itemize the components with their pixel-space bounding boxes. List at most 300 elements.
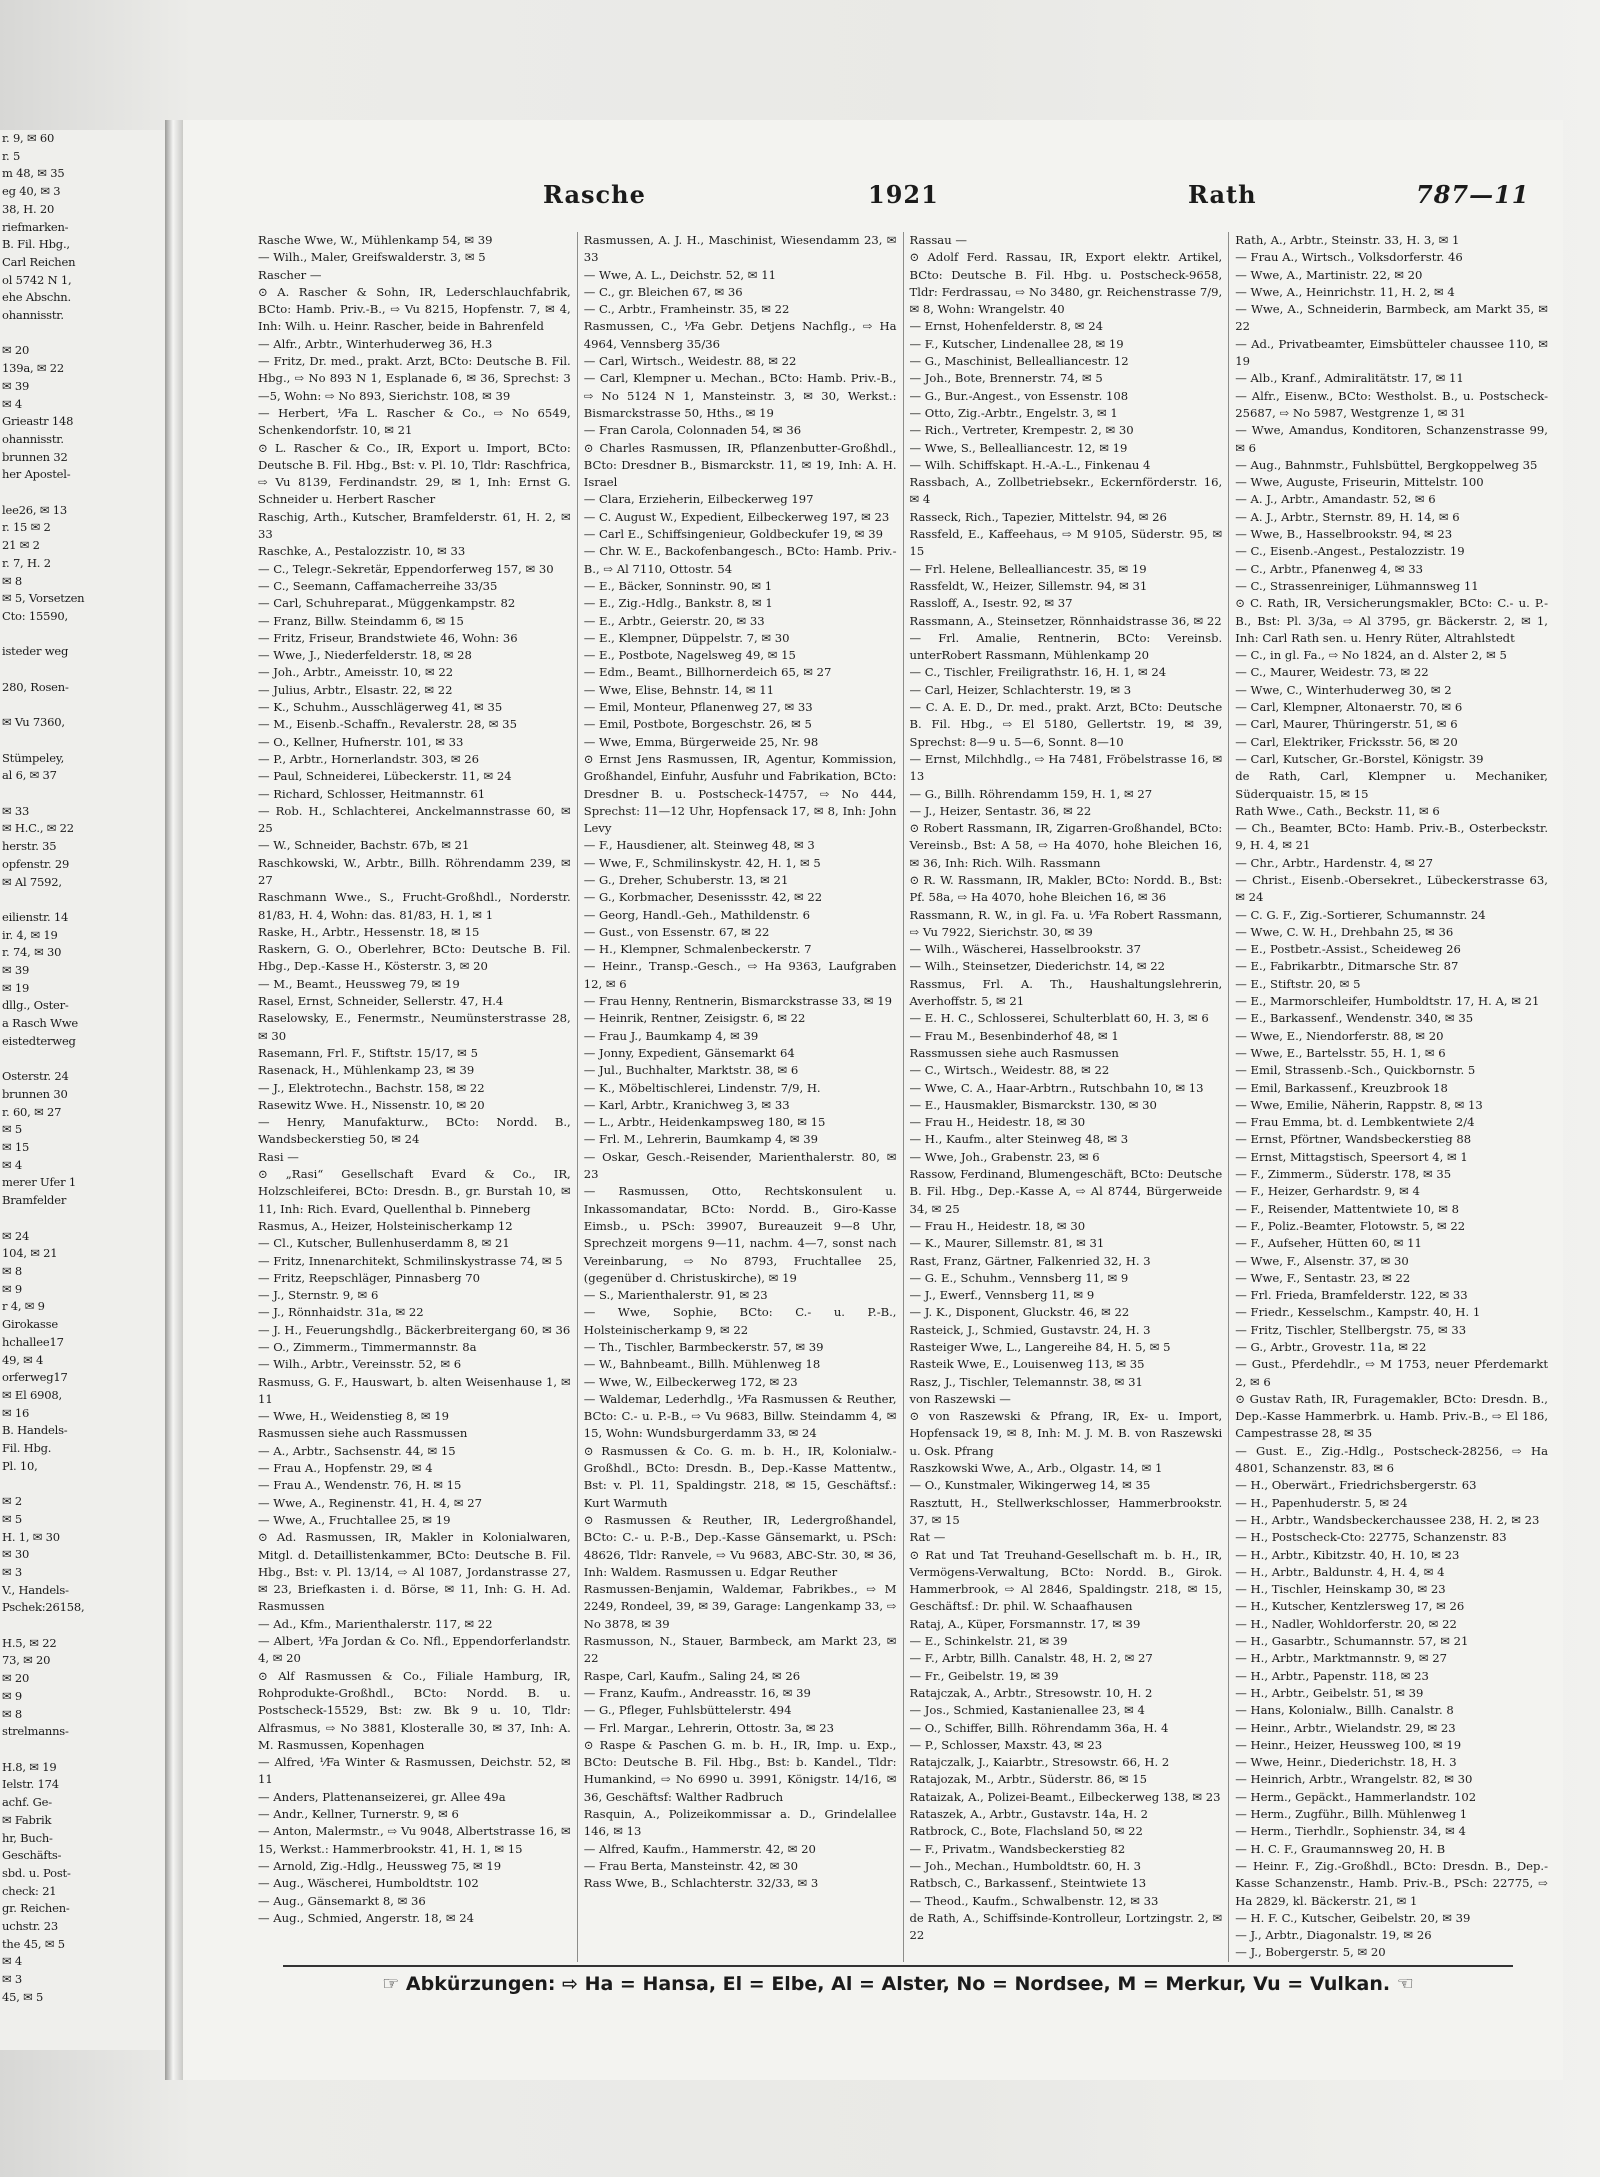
previous-page-line: Cto: 15590, (2, 608, 68, 623)
directory-entry: — Julius, Arbtr., Elsastr. 22, ✉ 22 (258, 682, 453, 697)
directory-entry: — Wwe, E., Bartelsstr. 55, H. 1, ✉ 6 (1235, 1045, 1446, 1060)
directory-entry: — Fritz, Tischler, Stellbergstr. 75, ✉ 33 (1235, 1322, 1467, 1337)
directory-entry: — Richard, Schlosser, Heitmannstr. 61 (258, 786, 486, 801)
directory-entry: Rasztutt, H., Stellwerkschlosser, Hammerbrookstr. 37, ✉ 15 (909, 1495, 1223, 1527)
previous-page-line: Fil. Hbg. (2, 1441, 52, 1456)
directory-entry: — G., Pfleger, Fuhlsbüttelerstr. 494 (583, 1703, 792, 1718)
directory-entry: — C., Wirtsch., Weidestr. 88, ✉ 22 (909, 1063, 1110, 1078)
directory-entry: de Rath, Carl, Klempner u. Mechaniker, Süderquaistr. 15, ✉ 15 (1235, 769, 1548, 801)
previous-page-line: ✉ H.C., ✉ 22 (2, 821, 74, 836)
directory-entry: — Emil, Strassenb.-Sch., Quickbornstr. 5 (1235, 1063, 1476, 1078)
directory-entry: ⊙ Rat und Tat Treuhand-Gesellschaft m. b. H., IR, Vermögens-Verwaltung, BCto: Nordd. B., Girok. Hammerbrook, ⇨ Al 2846, Spaldingstr. 218, ✉ 15, Geschäftsf.: Dr. phil. W. Schaafhausen (909, 1547, 1223, 1614)
directory-entry: — Wwe, Auguste, Friseurin, Mittelstr. 100 (1235, 475, 1484, 490)
abbreviations-footer: ☞ Abkürzungen: ⇨ Ha = Hansa, El = Elbe, Al = Alster, No = Nordsee, M = Merkur, Vu = Vulkan. ☜ (283, 1965, 1513, 1995)
previous-page-line (0, 325, 165, 343)
directory-entry: — Fritz, Innenarchitekt, Schmilinskystrasse 74, ✉ 5 (258, 1253, 563, 1268)
directory-entry: — Aug., Schmied, Angerstr. 18, ✉ 24 (258, 1910, 475, 1925)
directory-entry: ⊙ „Rasi“ Gesellschaft Evard & Co., IR, Holzschleiferei, BCto: Dresdn. B., gr. Burstah 10, ✉ 11, Inh: Rich. Evard, Quellenthal b. Pinneberg (258, 1167, 571, 1216)
directory-entry: Rasmuss, G. F., Hauswart, b. alten Weisenhause 1, ✉ 11 (258, 1374, 571, 1406)
directory-entry: — Herbert, ⅟Fa L. Rascher & Co., ⇨ No 6549, Schenkendorfstr. 10, ✉ 21 (258, 405, 571, 438)
directory-entry: Rass Wwe, B., Schlachterstr. 32/33, ✉ 3 (583, 1876, 819, 1891)
directory-entry: — Heinrich, Arbtr., Wrangelstr. 82, ✉ 30 (1235, 1772, 1473, 1787)
directory-entry: — Ernst, Hohenfelderstr. 8, ✉ 24 (909, 319, 1103, 334)
previous-page-line: ✉ 9 (2, 1688, 23, 1703)
directory-entry: ⊙ Raspe & Paschen G. m. b. H., IR, Imp. u. Exp., BCto: Deutsche B. Fil. Hbg., Bst: b. Kandel., Tldr: Humankind, ⇨ No 6990 u. 3991, Königstr. 14/16, ✉ 36, Geschäftsf: Walther Radbruch (583, 1737, 897, 1804)
previous-page-line: Pl. 10, (2, 1458, 38, 1473)
directory-entry: — Albert, ⅟Fa Jordan & Co. Nfl., Eppendorferlandstr. 4, ✉ 20 (258, 1634, 571, 1666)
directory-entry: — J., Rönnhaidstr. 31a, ✉ 22 (258, 1305, 424, 1320)
previous-page-line (0, 661, 165, 679)
previous-page-line: dllg., Oster- (2, 998, 69, 1013)
previous-page-line: ✉ 5 (2, 1511, 23, 1526)
previous-page-line: ✉ El 6908, (2, 1387, 62, 1402)
previous-page-line (0, 1051, 165, 1069)
directory-entry: — Frl. Helene, Bellealliancestr. 35, ✉ 19 (909, 561, 1147, 576)
directory-entry: — J., Elektrotechn., Bachstr. 158, ✉ 22 (258, 1080, 485, 1095)
previous-page-line: ✉ 39 (2, 378, 30, 393)
directory-entry: — Carl, Klempner u. Mechan., BCto: Hamb. Priv.-B., ⇨ No 5124 N 1, Mansteinstr. 3, ✉ 30, Werkst.: Bismarckstrasse 50, Hths., ✉ 19 (583, 371, 897, 420)
directory-entry: — Aug., Wäscherei, Humboldtstr. 102 (258, 1876, 479, 1891)
directory-entry: — Theod., Kaufm., Schwalbenstr. 12, ✉ 33 (909, 1893, 1159, 1908)
directory-entry: — Gust. E., Zig.-Hdlg., Postscheck-28256, ⇨ Ha 4801, Schanzenstr. 83, ✉ 6 (1235, 1443, 1548, 1476)
directory-entry: — Frau H., Heidestr. 18, ✉ 30 (909, 1218, 1086, 1233)
directory-entry: — Herm., Tierhdlr., Sophienstr. 34, ✉ 4 (1235, 1824, 1466, 1839)
directory-entry: — E., Fabrikarbtr., Ditmarsche Str. 87 (1235, 959, 1459, 974)
directory-entry: — Wwe, Joh., Grabenstr. 23, ✉ 6 (909, 1149, 1100, 1164)
directory-entry: — Wwe, B., Hasselbrookstr. 94, ✉ 23 (1235, 527, 1453, 542)
directory-entry: Rasewitz Wwe. H., Nissenstr. 10, ✉ 20 (258, 1097, 485, 1112)
directory-entry: — Alfred, Kaufm., Hammerstr. 42, ✉ 20 (583, 1841, 816, 1856)
directory-entry: — Edm., Beamt., Billhornerdeich 65, ✉ 27 (583, 665, 832, 680)
directory-entry: Rassfeld, E., Kaffeehaus, ⇨ M 9105, Süderstr. 95, ✉ 15 (909, 527, 1223, 559)
directory-entry: — F., Arbtr, Billh. Canalstr. 48, H. 2, ✉ 27 (909, 1651, 1153, 1666)
directory-entry: Rasmussen, A. J. H., Maschinist, Wiesendamm 23, ✉ 33 (583, 233, 897, 265)
directory-entry: — O., Schiffer, Billh. Röhrendamm 36a, H. 4 (909, 1720, 1169, 1735)
directory-entry: — C., Seemann, Caffamacherreihe 33/35 (258, 578, 498, 593)
directory-entry: Rasmussen siehe auch Rassmussen (258, 1426, 468, 1441)
directory-entry: — J. H., Feuerungshdlg., Bäckerbreitergang 60, ✉ 36 (258, 1322, 571, 1337)
directory-entry: — Fritz, Reepschläger, Pinnasberg 70 (258, 1270, 481, 1285)
header-right-keyword: Rath (1188, 180, 1257, 209)
previous-page-line: H. 1, ✉ 30 (2, 1529, 60, 1544)
previous-page-line: ✉ 8 (2, 1264, 23, 1278)
directory-entry: — F., Kutscher, Lindenallee 28, ✉ 19 (909, 336, 1124, 351)
directory-entry: — Frau H., Heidestr. 18, ✉ 30 (909, 1115, 1086, 1130)
directory-entry: — Ch., Beamter, BCto: Hamb. Priv.-B., Osterbeckstr. 9, H. 4, ✉ 21 (1235, 821, 1548, 853)
directory-entry: ⊙ Ad. Rasmussen, IR, Makler in Kolonialwaren, Mitgl. d. Detaillistenkammer, BCto: Deutsche B. Fil. Hbg., Bst: v. Pl. 13/14, ⇨ Al 1087, Jordanstrasse 27, ✉ 23, Briefkasten i. d. Börse, ✉ 11, Inh: G. H. Ad. Rasmussen (258, 1530, 571, 1614)
directory-entry: Rasteick, J., Schmied, Gustavstr. 24, H. 3 (909, 1322, 1151, 1337)
directory-entry: — Frau Henny, Rentnerin, Bismarckstrasse 33, ✉ 19 (583, 994, 893, 1009)
previous-page-line: ✉ 15 (2, 1140, 30, 1155)
directory-entry: — C., Tischler, Freiligrathstr. 16, H. 1, ✉ 24 (909, 665, 1167, 680)
directory-entry: ⊙ A. Rascher & Sohn, IR, Lederschlauchfabrik, BCto: Hamb. Priv.-B., ⇨ Vu 8215, Hopfenstr. 7, ✉ 4, Inh: Wilh. u. Heinr. Rascher, beide in Bahrenfeld (258, 284, 571, 334)
directory-entry: — Fr., Geibelstr. 19, ✉ 39 (909, 1668, 1059, 1683)
directory-entry: Rasmussen-Benjamin, Waldemar, Fabrikbes., ⇨ M 2249, Rondeel, 39, ✉ 39, Garage: Langenkamp 33, ⇨ No 3878, ✉ 39 (583, 1582, 897, 1631)
directory-entry: — Wwe, A., Reginenstr. 41, H. 4, ✉ 27 (258, 1495, 483, 1510)
directory-entry: — P., Schlosser, Maxstr. 43, ✉ 23 (909, 1737, 1103, 1752)
previous-page-line: ✉ Al 7592, (2, 874, 62, 889)
directory-entry: — H., Klempner, Schmalenbeckerstr. 7 (583, 942, 812, 957)
directory-entry: — H., Gasarbtr., Schumannstr. 57, ✉ 21 (1235, 1634, 1469, 1649)
directory-entry: — W., Schneider, Bachstr. 67b, ✉ 21 (258, 838, 470, 853)
directory-entry: — Wilh., Arbtr., Vereinsstr. 52, ✉ 6 (258, 1357, 462, 1372)
previous-page-line: 280, Rosen- (2, 679, 69, 694)
directory-entry: — Herm., Zugführ., Billh. Mühlenweg 1 (1235, 1807, 1468, 1822)
previous-page-line (0, 626, 165, 644)
directory-entry: — Joh., Arbtr., Ameisstr. 10, ✉ 22 (258, 665, 454, 680)
directory-entry: — Georg, Handl.-Geh., Mathildenstr. 6 (583, 907, 811, 922)
previous-page-line: ir. 4, ✉ 19 (2, 927, 58, 942)
directory-entry: Rataszek, A., Arbtr., Gustavstr. 14a, H. 2 (909, 1807, 1148, 1822)
directory-entry: — E., Postbetr.-Assist., Scheideweg 26 (1235, 942, 1461, 957)
previous-page-line: 45, ✉ 5 (2, 1989, 44, 2004)
directory-entry: Ratajozak, M., Arbtr., Süderstr. 86, ✉ 15 (909, 1772, 1147, 1787)
page-header (183, 180, 1563, 220)
directory-entry: — Wwe, S., Bellealliancestr. 12, ✉ 19 (909, 440, 1128, 455)
previous-page-line: ✉ 20 (2, 1671, 30, 1686)
previous-page-line: Stümpeley, (2, 750, 65, 765)
directory-entry: — C. G. F., Zig.-Sortierer, Schumannstr. 24 (1235, 907, 1486, 922)
previous-page-line: eistedterweg (2, 1033, 76, 1048)
previous-page-line (0, 732, 165, 750)
book-gutter (165, 120, 183, 2080)
previous-page-line: 104, ✉ 21 (2, 1246, 58, 1261)
directory-entry: ⊙ Alf Rasmussen & Co., Filiale Hamburg, IR, Rohprodukte-Großhdl., BCto: Nordd. B. u. Postscheck-15529, Bst: zw. Bk 9 u. 10, Tldr: Alfrasmus, ⇨ No 3881, Klosteralle 30, ✉ 37, Inh: A. M. Rasmussen, Kopenhagen (258, 1668, 571, 1752)
directory-entry: — Emil, Monteur, Pflanenweg 27, ✉ 33 (583, 700, 813, 715)
directory-entry: Ratajczalk, J., Kaiarbtr., Stresowstr. 66, H. 2 (909, 1755, 1170, 1770)
directory-entry: — H. C. F., Graumannsweg 20, H. B (1235, 1841, 1446, 1856)
directory-entry: — G., Billh. Röhrendamm 159, H. 1, ✉ 27 (909, 786, 1153, 801)
directory-entry: — G., Dreher, Schuberstr. 13, ✉ 21 (583, 872, 789, 887)
directory-entry: — J., Arbtr., Diagonalstr. 19, ✉ 26 (1235, 1928, 1432, 1943)
previous-page-line: ✉ 3 (2, 1564, 23, 1579)
directory-entry: — Henry, Manufakturw., BCto: Nordd. B., Wandsbeckerstieg 50, ✉ 24 (258, 1115, 571, 1147)
previous-page-line: orferweg17 (2, 1370, 68, 1385)
directory-entry: — Gust., Pferdehdlr., ⇨ M 1753, neuer Pferdemarkt 2, ✉ 6 (1235, 1357, 1548, 1389)
directory-entry: — Alfr., Arbtr., Winterhuderweg 36, H.3 (258, 336, 493, 351)
directory-entry: — Wwe, F., Schmilinskystr. 42, H. 1, ✉ 5 (583, 855, 821, 870)
previous-page-line: ol 5742 N 1, (2, 272, 72, 287)
previous-page-line: Ielstr. 174 (2, 1777, 59, 1792)
directory-entry: — Carl, Schuhreparat., Müggenkampstr. 82 (258, 596, 516, 611)
previous-page-line: B. Fil. Hbg., (2, 237, 70, 252)
directory-entry: — Jul., Buchhalter, Marktstr. 38, ✉ 6 (583, 1063, 799, 1078)
previous-page-line: al 6, ✉ 37 (2, 768, 57, 783)
directory-entry: — Ad., Privatbeamter, Eimsbütteler chaussee 110, ✉ 19 (1235, 336, 1548, 369)
directory-entry: — A. J., Arbtr., Amandastr. 52, ✉ 6 (1235, 492, 1436, 507)
directory-entry: — E., Schinkelstr. 21, ✉ 39 (909, 1634, 1068, 1649)
directory-entry: — Hans, Kolonialw., Billh. Canalstr. 8 (1235, 1703, 1454, 1718)
previous-page-line: m 48, ✉ 35 (2, 166, 65, 181)
directory-entry: — L., Arbtr., Heidenkampsweg 180, ✉ 15 (583, 1115, 826, 1130)
directory-entry: Ratbsch, C., Barkassenf., Steintwiete 13 (909, 1876, 1147, 1891)
directory-entry: — F., Zimmerm., Süderstr. 178, ✉ 35 (1235, 1167, 1452, 1182)
directory-entry: Rasel, Ernst, Schneider, Sellerstr. 47, H.4 (258, 994, 504, 1009)
directory-entry: — F., Aufseher, Hütten 60, ✉ 11 (1235, 1236, 1422, 1251)
directory-entry: Rassmann, A., Steinsetzer, Rönnhaidstrasse 36, ✉ 22 (909, 613, 1222, 628)
directory-entry: ⊙ Adolf Ferd. Rassau, IR, Export elektr. Artikel, BCto: Deutsche B. Fil. Hbg. u. Postscheck-9658, Tldr: Ferdrassau, ⇨ No 3480, gr. Reichenstrasse 7/9, ✉ 8, Wohn: Wrangelstr. 40 (909, 250, 1223, 317)
previous-page-line: 139a, ✉ 22 (2, 361, 65, 376)
previous-page-line: Grieastr 148 (2, 414, 74, 429)
directory-entry: — Herm., Gepäckt., Hammerlandstr. 102 (1235, 1789, 1477, 1804)
directory-entry: — Alfr., Eisenw., BCto: Westholst. B., u. Postscheck-25687, ⇨ No 5987, Westgrenze 1, ✉ 31 (1235, 388, 1548, 420)
previous-page-line: r. 74, ✉ 30 (2, 945, 62, 960)
directory-entry: ⊙ C. Rath, IR, Versicherungsmakler, BCto: C.- u. P.-B., Bst: Pl. 3/3a, ⇨ Al 3795, gr. Bäckerstr. 2, ✉ 1, Inh: Carl Rath sen. u. Henry Rüter, Altrahlstedt (1235, 596, 1548, 645)
directory-entry: — K., Möbeltischlerei, Lindenstr. 7/9, H. (583, 1080, 821, 1095)
directory-entry: — Otto, Zig.-Arbtr., Engelstr. 3, ✉ 1 (909, 405, 1118, 420)
directory-entry: — F., Reisender, Mattentwiete 10, ✉ 8 (1235, 1201, 1460, 1216)
previous-page-line: riefmarken- (2, 219, 69, 234)
directory-entry: — J., Heizer, Sentastr. 36, ✉ 22 (909, 803, 1092, 818)
directory-entry: — Wwe, E., Niendorferstr. 88, ✉ 20 (1235, 1028, 1444, 1043)
directory-entry: — Wwe, Amandus, Konditoren, Schanzenstrasse 99, ✉ 6 (1235, 423, 1548, 455)
directory-entry: — Heinr. F., Zig.-Großhdl., BCto: Dresdn. B., Dep.-Kasse Schanzenstr., Hamb. Priv.-B., PSch: 22775, ⇨ Ha 2829, kl. Bäckerstr. 21, ✉ 1 (1235, 1858, 1548, 1908)
directory-entry: — H., Arbtr., Geibelstr. 51, ✉ 39 (1235, 1685, 1424, 1700)
directory-entry: — Ernst, Pförtner, Wandsbeckerstieg 88 (1235, 1132, 1472, 1147)
previous-page-line: the 45, ✉ 5 (2, 1936, 65, 1951)
directory-entry: ⊙ Rasmussen & Reuther, IR, Ledergroßhandel, BCto: C.- u. P.-B., Dep.-Kasse Gänsemarkt, u. PSch: 48626, Tldr: Ranvele, ⇨ Vu 9683, ABC-Str. 30, ✉ 36, Inh: Waldem. Rasmussen u. Edgar Reuther (583, 1512, 897, 1579)
directory-entry: — H., Papenhuderstr. 5, ✉ 24 (1235, 1495, 1408, 1510)
previous-page-line: B. Handels- (2, 1423, 68, 1438)
directory-entry: — F., Poliz.-Beamter, Flotowstr. 5, ✉ 22 (1235, 1218, 1466, 1233)
directory-entry: — H., Arbtr., Baldunstr. 4, H. 4, ✉ 4 (1235, 1564, 1445, 1579)
directory-entry: — J., Ewerf., Vennsberg 11, ✉ 9 (909, 1288, 1095, 1303)
previous-page-line: r. 15 ✉ 2 (2, 520, 51, 535)
directory-entry: Rassloff, A., Isestr. 92, ✉ 37 (909, 596, 1073, 611)
directory-entry: — H., Arbtr., Wandsbeckerchaussee 238, H. 2, ✉ 23 (1235, 1512, 1540, 1527)
directory-entry: — Wwe, C., Winterhuderweg 30, ✉ 2 (1235, 682, 1452, 697)
directory-entry: — Anton, Malermstr., ⇨ Vu 9048, Albertstrasse 16, ✉ 15, Werkst.: Hammerbrookstr. 41, H. 1, ✉ 15 (258, 1824, 571, 1856)
directory-entry: — Heinrik, Rentner, Zeisigstr. 6, ✉ 22 (583, 1011, 806, 1026)
directory-entry: — Frl. Frieda, Bramfelderstr. 122, ✉ 33 (1235, 1288, 1468, 1303)
directory-entry: — Frau Emma, bt. d. Lembkentwiete 2/4 (1235, 1115, 1475, 1130)
directory-entry: — Jos., Schmied, Kastanienallee 23, ✉ 4 (909, 1703, 1145, 1718)
directory-entry: — Wwe, A., Fruchtallee 25, ✉ 19 (258, 1512, 451, 1527)
directory-entry: Rassmann, R. W., in gl. Fa. u. ⅟Fa Robert Rassmann, ⇨ Vu 7922, Sierichstr. 30, ✉ 39 (909, 907, 1223, 939)
previous-page-line: ✉ 24 (2, 1228, 30, 1243)
directory-entry: — Anders, Plattenanseizerei, gr. Allee 49a (258, 1789, 506, 1804)
directory-column-2 (577, 232, 897, 1962)
previous-page-line: H.5, ✉ 22 (2, 1635, 57, 1650)
directory-entry: Rasseck, Rich., Tapezier, Mittelstr. 94, ✉ 26 (909, 509, 1167, 524)
directory-entry: Rassow, Ferdinand, Blumengeschäft, BCto: Deutsche B. Fil. Hbg., Dep.-Kasse A, ⇨ Al 8744, Bürgerweide 34, ✉ 25 (909, 1167, 1223, 1216)
previous-page-line: ✉ 2 (2, 1494, 23, 1509)
directory-entry: — F., Privatm., Wandsbeckerstieg 82 (909, 1841, 1126, 1856)
directory-entry: — C. A. E. D., Dr. med., prakt. Arzt, BCto: Deutsche B. Fil. Hbg., ⇨ El 5180, Gellertstr. 19, ✉ 39, Sprechst: 8—9 u. 5—6, Sonnt. 8—10 (909, 700, 1223, 749)
directory-entry: Rasenack, H., Mühlenkamp 23, ✉ 39 (258, 1063, 475, 1078)
previous-page-line: brunnen 32 (2, 449, 68, 464)
directory-entry: — Joh., Mechan., Humboldtstr. 60, H. 3 (909, 1858, 1142, 1873)
directory-entry: Raschig, Arth., Kutscher, Bramfelderstr. 61, H. 2, ✉ 33 (258, 509, 571, 542)
previous-page-line: a Rasch Wwe (2, 1016, 78, 1031)
previous-page-line: ✉ 4 (2, 1157, 23, 1172)
directory-entry: Rasche Wwe, W., Mühlenkamp 54, ✉ 39 (258, 233, 493, 247)
directory-entry: — Wilh. Schiffskapt. H.-A.-L., Finkenau 4 (909, 457, 1151, 472)
directory-entry: — A. J., Arbtr., Sternstr. 89, H. 14, ✉ 6 (1235, 509, 1460, 524)
directory-entry: — Paul, Schneiderei, Lübeckerstr. 11, ✉ 24 (258, 769, 512, 784)
directory-entry: Rataizak, A., Polizei-Beamt., Eilbeckerweg 138, ✉ 23 (909, 1789, 1221, 1804)
directory-entry: — E., Bäcker, Sonninstr. 90, ✉ 1 (583, 578, 773, 593)
directory-entry: — Frl. Margar., Lehrerin, Ottostr. 3a, ✉ 23 (583, 1720, 835, 1735)
previous-page-line (0, 697, 165, 715)
previous-page-line (0, 1475, 165, 1493)
previous-page-line: ✉ 20 (2, 343, 30, 358)
directory-entry: — Friedr., Kesselschm., Kampstr. 40, H. 1 (1235, 1305, 1481, 1320)
directory-entry: ⊙ R. W. Rassmann, IR, Makler, BCto: Nordd. B., Bst: Pf. 58a, ⇨ Ha 4070, hohe Bleichen 16, ✉ 36 (909, 872, 1223, 905)
directory-entry: — H., Oberwärt., Friedrichsbergerstr. 63 (1235, 1478, 1477, 1493)
directory-entry: — Frau A., Wirtsch., Volksdorferstr. 46 (1235, 250, 1463, 265)
directory-entry: — E., Zig.-Hdlg., Bankstr. 8, ✉ 1 (583, 596, 773, 611)
directory-entry: — Wwe, C. A., Haar-Arbtrn., Rutschbahn 10, ✉ 13 (909, 1080, 1204, 1095)
directory-entry: ⊙ Gustav Rath, IR, Furagemakler, BCto: Dresdn. B., Dep.-Kasse Hammerbrk. u. Hamb. Priv.-B., ⇨ El 186, Campestrasse 28, ✉ 35 (1235, 1391, 1548, 1441)
directory-entry: — F., Hausdiener, alt. Steinweg 48, ✉ 3 (583, 838, 815, 853)
previous-page-line: 49, ✉ 4 (2, 1352, 44, 1367)
directory-entry: — Wwe, Emma, Bürgerweide 25, Nr. 98 (583, 734, 819, 749)
previous-page-line: isteder weg (2, 644, 69, 659)
directory-entry: — G., Maschinist, Bellealliancestr. 12 (909, 354, 1129, 369)
directory-entry: — Rasmussen, Otto, Rechtskonsulent u. Inkassomandatar, BCto: Nordd. B., Giro-Kasse Eimsb., u. PSch: 39907, Bureauzeit 9—8 Uhr, Sprechzeit morgens 9—11, nachm. 4—7, sonst nach Vereinbarung, ⇨ No 8793, Fruchtallee 25, (gegenüber d. Christuskirche), ✉ 19 (583, 1184, 897, 1285)
directory-entry: Raschkowski, W., Arbtr., Billh. Röhrendamm 239, ✉ 27 (258, 855, 571, 887)
directory-entry: — Wwe, F., Sentastr. 23, ✉ 22 (1235, 1270, 1411, 1285)
previous-page-line: hchallee17 (2, 1334, 64, 1349)
previous-page-line: achf. Ge- (2, 1795, 52, 1810)
directory-entry: — J. K., Disponent, Gluckstr. 46, ✉ 22 (909, 1305, 1130, 1320)
directory-entry: ⊙ Ernst Jens Rasmussen, IR, Agentur, Kommission, Großhandel, Einfuhr, Ausfuhr und Fabrikation, BCto: Dresdner B. u. Postscheck-14757, ⇨ No 444, Sprechst: 11—12 Uhr, Hopfensack 17, ✉ 8, Inh: John Levy (583, 751, 897, 836)
directory-entry: — Carl, Klempner, Altonaerstr. 70, ✉ 6 (1235, 700, 1463, 715)
directory-entry: Rassfeldt, W., Heizer, Sillemstr. 94, ✉ 31 (909, 578, 1148, 593)
directory-entry: — Wwe, A., Heinrichstr. 11, H. 2, ✉ 4 (1235, 284, 1455, 299)
directory-entry: Rassau — (909, 233, 967, 247)
directory-entry: — Oskar, Gesch.-Reisender, Marienthalerstr. 80, ✉ 23 (583, 1149, 897, 1182)
previous-page-line: ✉ 3 (2, 1972, 23, 1987)
directory-entry: Rasquin, A., Polizeikommissar a. D., Grindelallee 146, ✉ 13 (583, 1807, 897, 1839)
directory-column-3 (903, 232, 1223, 1962)
directory-entry: Rat — (909, 1530, 946, 1545)
directory-entry: — P., Arbtr., Hornerlandstr. 303, ✉ 26 (258, 751, 480, 766)
previous-page-line: hr, Buch- (2, 1830, 53, 1845)
previous-page-line: ehe Abschn. (2, 290, 71, 305)
directory-entry: — Frau A., Wendenstr. 76, H. ✉ 15 (258, 1478, 462, 1493)
previous-page-line: opfenstr. 29 (2, 856, 70, 871)
directory-entry: — Chr., Arbtr., Hardenstr. 4, ✉ 27 (1235, 855, 1433, 870)
directory-entry: — Frau J., Baumkamp 4, ✉ 39 (583, 1028, 759, 1043)
directory-entry: — W., Bahnbeamt., Billh. Mühlenweg 18 (583, 1357, 821, 1372)
previous-page-line: uchstr. 23 (2, 1919, 58, 1934)
previous-page-line: eilienstr. 14 (2, 909, 69, 924)
directory-entry: Rasemann, Frl. F., Stiftstr. 15/17, ✉ 5 (258, 1045, 478, 1060)
directory-entry: Rath Wwe., Cath., Beckstr. 11, ✉ 6 (1235, 803, 1440, 818)
directory-entry: — H. F. C., Kutscher, Geibelstr. 20, ✉ 39 (1235, 1910, 1471, 1925)
previous-page-line: 73, ✉ 20 (2, 1653, 51, 1668)
previous-page-line: H.8, ✉ 19 (2, 1759, 57, 1774)
directory-entry: — Gust., von Essenstr. 67, ✉ 22 (583, 924, 770, 939)
previous-page-line: her Apostel- (2, 467, 71, 482)
directory-entry: — Franz, Kaufm., Andreasstr. 16, ✉ 39 (583, 1685, 811, 1700)
previous-page-line: ✉ 30 (2, 1547, 30, 1562)
previous-page-line: strelmanns- (2, 1724, 69, 1739)
previous-page-line: ✉ 16 (2, 1405, 30, 1420)
directory-entry: — Aug., Bahnmstr., Fuhlsbüttel, Bergkoppelweg 35 (1235, 457, 1538, 472)
directory-entry: — Fritz, Dr. med., prakt. Arzt, BCto: Deutsche B. Fil. Hbg., ⇨ No 893 N 1, Esplanade 6, ✉ 36, Sprechst: 3—5, Wohn: ⇨ No 893, Sierichstr. 108, ✉ 39 (258, 354, 571, 403)
directory-entry: — Heinr., Transp.-Gesch., ⇨ Ha 9363, Laufgraben 12, ✉ 6 (583, 959, 897, 991)
directory-entry: — H., Tischler, Heinskamp 30, ✉ 23 (1235, 1582, 1446, 1597)
directory-entry: — A., Arbtr., Sachsenstr. 44, ✉ 15 (258, 1443, 456, 1458)
directory-entry: Rasmusson, N., Stauer, Barmbeck, am Markt 23, ✉ 22 (583, 1634, 897, 1666)
directory-entry: Rasmus, A., Heizer, Holsteinischerkamp 12 (258, 1218, 513, 1233)
directory-page (183, 120, 1563, 2080)
directory-entry: — F., Heizer, Gerhardstr. 9, ✉ 4 (1235, 1184, 1420, 1199)
directory-entry: — Frau A., Hopfenstr. 29, ✉ 4 (258, 1461, 433, 1476)
directory-entry: Raskern, G. O., Oberlehrer, BCto: Deutsche B. Fil. Hbg., Dep.-Kasse H., Kösterstr. 3, ✉ 20 (258, 942, 571, 974)
previous-page-line: Girokasse (2, 1317, 58, 1332)
directory-entry: Raspe, Carl, Kaufm., Saling 24, ✉ 26 (583, 1668, 801, 1683)
previous-page-line: ✉ 39 (2, 963, 30, 978)
directory-entry: — G. E., Schuhm., Vennsberg 11, ✉ 9 (909, 1270, 1129, 1285)
directory-entry: — Frau Berta, Mansteinstr. 42, ✉ 30 (583, 1858, 798, 1873)
directory-entry: — Ernst, Mittagstisch, Speersort 4, ✉ 1 (1235, 1149, 1468, 1164)
directory-entry: — Carl E., Schiffsingenieur, Goldbeckufer 19, ✉ 39 (583, 527, 883, 542)
directory-entry: ⊙ L. Rascher & Co., IR, Export u. Import, BCto: Deutsche B. Fil. Hbg., Bst: v. Pl. 10, Tldr: Raschfrica, ⇨ Vu 8139, Ferdinandstr. 29, ✉ 1, Inh: Ernst G. Schneider u. Herbert Rascher (258, 440, 571, 507)
directory-entry: — Wwe, Elise, Behnstr. 14, ✉ 11 (583, 682, 774, 697)
directory-entry: — Wwe, H., Weidenstieg 8, ✉ 19 (258, 1409, 449, 1424)
directory-entry: — Carl, Kutscher, Gr.-Borstel, Königstr. 39 (1235, 751, 1484, 766)
directory-entry: Rath, A., Arbtr., Steinstr. 33, H. 3, ✉ 1 (1235, 233, 1460, 247)
directory-entry: — Fritz, Friseur, Brandstwiete 46, Wohn: 36 (258, 630, 518, 645)
directory-entry: Rast, Franz, Gärtner, Falkenried 32, H. 3 (909, 1253, 1151, 1268)
directory-entry: — Rich., Vertreter, Krempestr. 2, ✉ 30 (909, 423, 1134, 438)
directory-entry: — Wwe, J., Niederfelderstr. 18, ✉ 28 (258, 648, 472, 663)
directory-entry: — Alb., Kranf., Admiralitätstr. 17, ✉ 11 (1235, 371, 1464, 386)
directory-entry: — E., Stiftstr. 20, ✉ 5 (1235, 976, 1361, 991)
directory-entry: — E., Klempner, Düppelstr. 7, ✉ 30 (583, 630, 790, 645)
previous-page-line: ohannisstr. (2, 431, 64, 446)
directory-entry: — O., Kellner, Hufnerstr. 101, ✉ 33 (258, 734, 464, 749)
directory-entry: — Ad., Kfm., Marienthalerstr. 117, ✉ 22 (258, 1616, 493, 1631)
directory-entry: — Heinr., Heizer, Heussweg 100, ✉ 19 (1235, 1737, 1462, 1752)
previous-page-line: sbd. u. Post- (2, 1865, 71, 1880)
directory-entry: Ratbrock, C., Bote, Flachsland 50, ✉ 22 (909, 1824, 1143, 1839)
directory-entry: — H., Arbtr., Marktmannstr. 9, ✉ 27 (1235, 1651, 1448, 1666)
directory-columns (258, 232, 1548, 1962)
directory-entry: — Waldemar, Lederhdlg., ⅟Fa Rasmussen & Reuther, BCto: C.- u. P.-B., ⇨ Vu 9683, Billw. Steindamm 4, ✉ 15, Wohn: Wundsburgerdamm 33, ✉ 24 (583, 1391, 897, 1441)
previous-page-line: ✉ 4 (2, 1954, 23, 1969)
directory-entry: — C., Strassenreiniger, Lühmannsweg 11 (1235, 578, 1479, 593)
previous-page-line: gr. Reichen- (2, 1901, 70, 1916)
previous-page-line: r 4, ✉ 9 (2, 1299, 45, 1314)
directory-entry: — Franz, Billw. Steindamm 6, ✉ 15 (258, 613, 464, 628)
directory-entry: — Cl., Kutscher, Bullenhuserdamm 8, ✉ 21 (258, 1236, 510, 1251)
directory-entry: — C. August W., Expedient, Eilbeckerweg 197, ✉ 23 (583, 509, 890, 524)
previous-page-line: ✉ 19 (2, 980, 30, 995)
header-left-keyword: Rasche (543, 180, 646, 209)
previous-page-line: Pschek:26158, (2, 1600, 85, 1615)
previous-page-line: brunnen 30 (2, 1086, 68, 1101)
directory-entry: — Alfred, ⅟Fa Winter & Rasmussen, Deichstr. 52, ✉ 11 (258, 1755, 571, 1787)
directory-entry: — Frau M., Besenbinderhof 48, ✉ 1 (909, 1028, 1119, 1043)
directory-entry: Raszkowski Wwe, A., Arb., Olgastr. 14, ✉ 1 (909, 1461, 1163, 1476)
previous-page-line: Geschäfts- (2, 1848, 62, 1863)
previous-page-line: 21 ✉ 2 (2, 538, 40, 553)
previous-page-line: ✉ 8 (2, 573, 23, 588)
directory-entry: — Wwe, Heinr., Diederichstr. 18, H. 3 (1235, 1755, 1457, 1770)
directory-entry: — Fran Carola, Colonnaden 54, ✉ 36 (583, 423, 802, 438)
previous-page-line: r. 7, H. 2 (2, 555, 51, 570)
directory-entry: — Wilh., Maler, Greifswalderstr. 3, ✉ 5 (258, 250, 486, 265)
directory-entry: — Emil, Barkassenf., Kreuzbrook 18 (1235, 1080, 1448, 1095)
directory-entry: Rasi — (258, 1149, 299, 1164)
directory-entry: — Rob. H., Schlachterei, Anckelmannstrasse 60, ✉ 25 (258, 803, 571, 836)
directory-entry: — Wwe, A. L., Deichstr. 52, ✉ 11 (583, 267, 776, 282)
